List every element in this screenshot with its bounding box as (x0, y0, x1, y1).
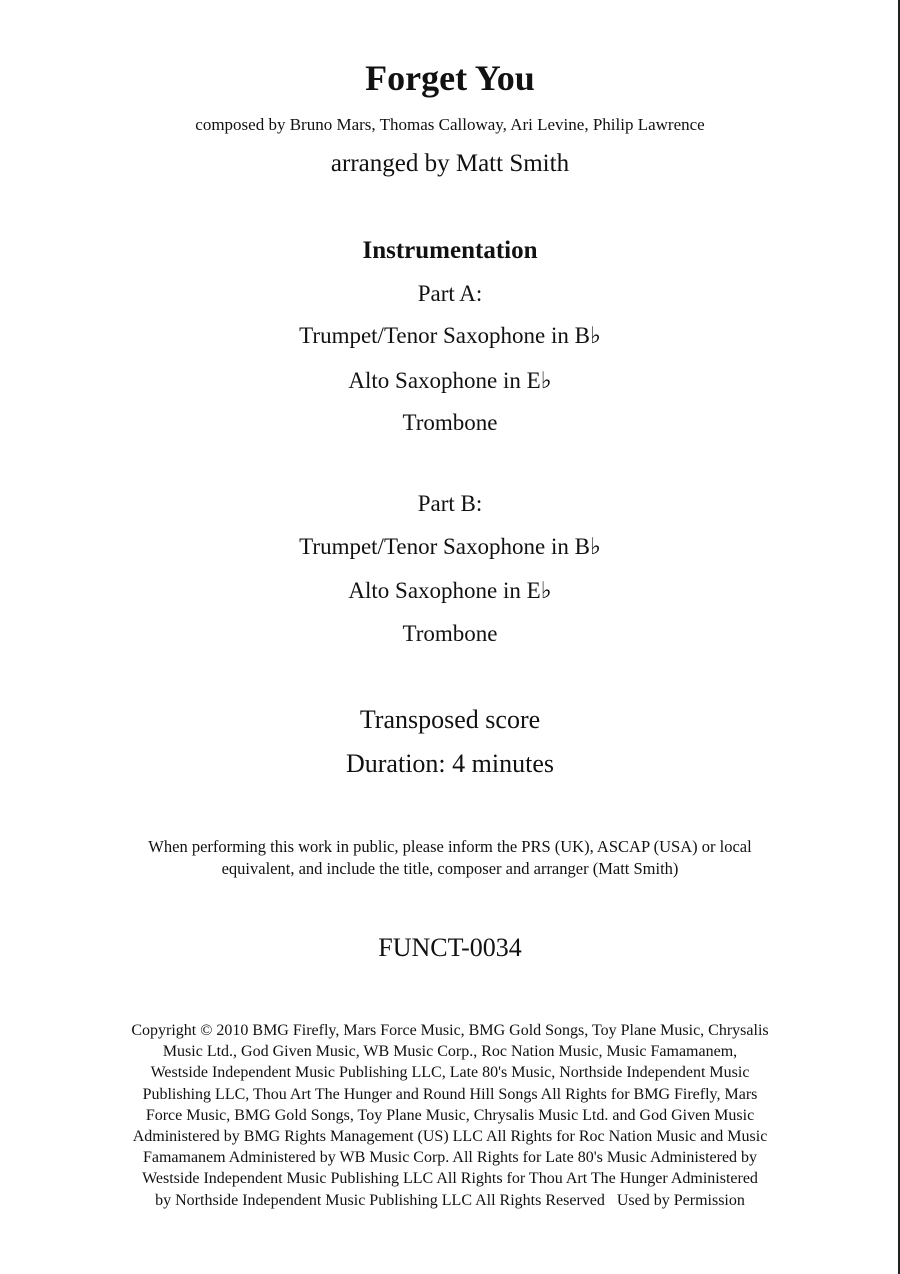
copyright-line: Famamanem Administered by WB Music Corp. All Rights for Late 80's Music Administered by (142, 1149, 758, 1167)
composers-credit: composed by Bruno Mars, Thomas Calloway, Ari Levine, Philip Lawrence (195, 115, 705, 134)
part-a-instrument: Trombone (402, 410, 498, 435)
copyright-line: Westside Independent Music Publishing LLC, Late 80's Music, Northside Independent Music (150, 1064, 750, 1082)
notice-line: When performing this work in public, please inform the PRS (UK), ASCAP (USA) or local (148, 837, 752, 856)
part-b-instrument: Trumpet/Tenor Saxophone in B♭ (299, 534, 601, 559)
copyright-line: Music Ltd., God Given Music, WB Music Corp., Roc Nation Music, Music Famamanem, (162, 1043, 738, 1061)
copyright-line: by Northside Independent Music Publishing LLC All Rights Reserved Used by Permission (155, 1191, 745, 1209)
duration: Duration: 4 minutes (346, 749, 554, 778)
score-type: Transposed score (359, 705, 541, 734)
instrumentation-heading: Instrumentation (362, 237, 538, 264)
copyright-line: Publishing LLC, Thou Art The Hunger and Round Hill Songs All Rights for BMG Firefly, Mars (142, 1085, 758, 1103)
performance-notice (0, 836, 900, 880)
copyright-line: Force Music, BMG Gold Songs, Toy Plane Music, Chrysalis Music Ltd. and God Given Music (145, 1106, 755, 1124)
page-title: Forget You (365, 58, 535, 98)
part-a-instrument: Alto Saxophone in E♭ (348, 368, 552, 393)
part-b-instrument: Trombone (402, 621, 498, 646)
copyright-line: Administered by BMG Rights Management (US) LLC All Rights for Roc Nation Music and Music (132, 1128, 768, 1146)
part-b-label: Part B: (417, 491, 483, 516)
notice-line: equivalent, and include the title, composer and arranger (Matt Smith) (221, 859, 679, 878)
copyright-line: Westside Independent Music Publishing LLC All Rights for Thou Art The Hunger Administered (142, 1170, 758, 1188)
copyright-line: Copyright © 2010 BMG Firefly, Mars Force Music, BMG Gold Songs, Toy Plane Music, Chrysalis (131, 1022, 769, 1039)
part-a-instrument: Trumpet/Tenor Saxophone in B♭ (299, 323, 601, 348)
arranger-credit: arranged by Matt Smith (330, 150, 570, 177)
part-a-label: Part A: (417, 281, 483, 306)
copyright-notice (0, 1020, 900, 1211)
catalog-number: FUNCT-0034 (378, 933, 522, 962)
part-b-instrument: Alto Saxophone in E♭ (348, 578, 552, 603)
